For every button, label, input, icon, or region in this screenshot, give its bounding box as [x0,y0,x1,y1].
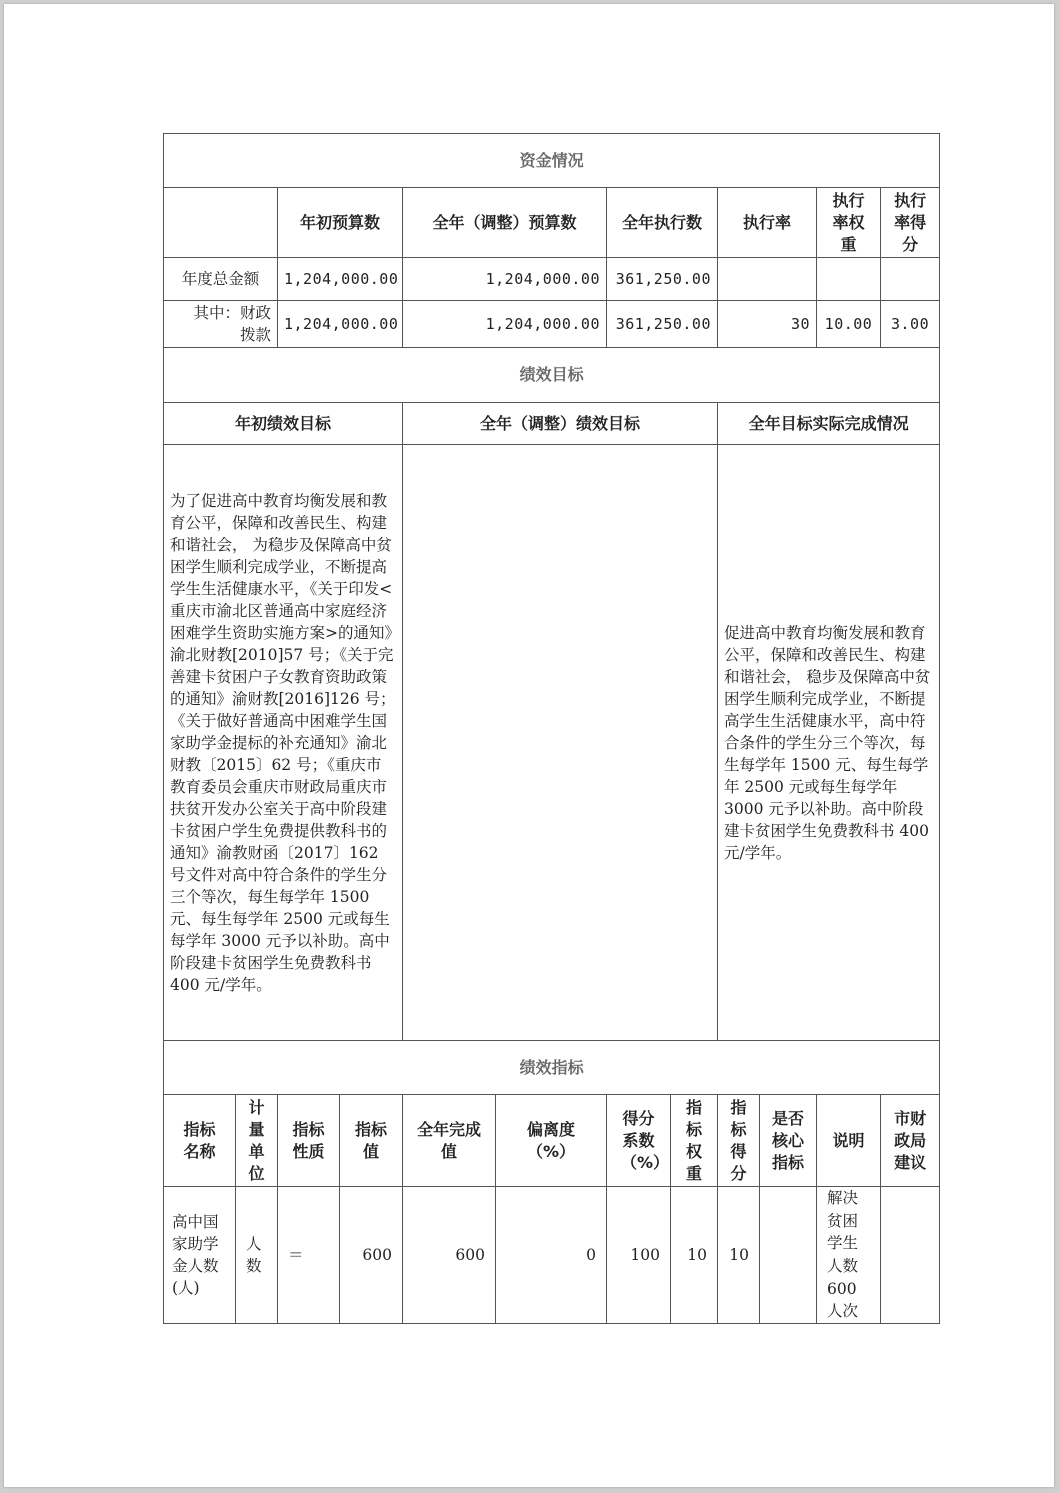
header-initial-budget: 年初预算数 [278,188,403,258]
indicator-row [164,1187,940,1324]
actual-completion-text: 促进高中教育均衡发展和教育公平，保障和改善民生、构建和谐社会， 稳步及保障高中贫困学生顺利完成学业，不断提高学生生活健康水平，高中符合条件的学生分三个等次，每生每学年 1500 元、每生每学年 2500 元或每生每学年 3000 元予以补助。高中阶段建卡贫困学生免费教科书 400 元/学年。 [718,445,940,1041]
header-actual-completion: 全年目标实际完成情况 [718,403,940,445]
adjusted-goal-text [403,445,718,1041]
funds-header-row [164,188,940,258]
total-initial-budget: 1,204,000.00 [278,258,403,301]
total-rate-weight [817,258,881,301]
indicator-score: 10 [718,1187,760,1324]
row-label-fiscal-line2: 拨款 [239,326,271,344]
fiscal-executed: 361,250.00 [607,301,718,348]
header-exec-rate: 执行率 [718,188,817,258]
indicator-unit: 人数 [236,1187,278,1324]
header-weight: 指标权重 [671,1095,718,1187]
header-adjusted-goal: 全年（调整）绩效目标 [403,403,718,445]
header-deviation: 偏离度（%） [496,1095,607,1187]
indicator-value: 600 [340,1187,403,1324]
header-score: 指标得分 [718,1095,760,1187]
header-initial-goal: 年初绩效目标 [164,403,403,445]
header-nature: 指标性质 [278,1095,340,1187]
header-indicator-name: 指标名称 [164,1095,236,1187]
header-value: 指标值 [340,1095,403,1187]
header-note: 说明 [817,1095,881,1187]
document-page [4,4,1054,1487]
indicator-is-core [760,1187,817,1324]
goals-section-title: 绩效目标 [164,348,940,403]
funds-fiscal-row [164,301,940,348]
indicators-header-row [164,1095,940,1187]
indicator-completed: 600 [403,1187,496,1324]
indicators-section-row [164,1041,940,1095]
funds-section-title: 资金情况 [164,134,940,188]
goals-section-row [164,348,940,403]
indicator-weight: 10 [671,1187,718,1324]
goals-header-row [164,403,940,445]
indicator-note: 解决贫困学生人数600人次 [817,1187,881,1324]
row-label-fiscal-line1: 其中：财政 [193,304,271,322]
header-is-core: 是否核心指标 [760,1095,817,1187]
fiscal-exec-rate: 30 [718,301,817,348]
total-executed: 361,250.00 [607,258,718,301]
indicator-advice [881,1187,940,1324]
header-executed: 全年执行数 [607,188,718,258]
indicator-name: 高中国家助学金人数(人) [164,1187,236,1324]
header-rate-weight: 执行率权重 [817,188,881,258]
indicator-deviation: 0 [496,1187,607,1324]
goals-content-row [164,445,940,1041]
indicators-section-title: 绩效指标 [164,1041,940,1095]
header-rate-score: 执行率得分 [881,188,940,258]
row-label-total: 年度总金额 [164,258,278,301]
performance-table [163,133,940,1324]
funds-header-empty [164,188,278,258]
total-rate-score [881,258,940,301]
header-completed: 全年完成值 [403,1095,496,1187]
initial-goal-text: 为了促进高中教育均衡发展和教育公平，保障和改善民生、构建和谐社会， 为稳步及保障高中贫困学生顺利完成学业，不断提高学生生活健康水平，《关于印发<重庆市渝北区普通高中家庭经济困难学生资助实施方案>的通知》渝北财教[2010]57 号；《关于完善建卡贫困户子女教育资助政策的通知》渝财教[2016]126 号；《关于做好普通高中困难学生国家助学金提标的补充通知》渝北财教〔2015〕62 号；《重庆市教育委员会重庆市财政局重庆市扶贫开发办公室关于高中阶段建卡贫困户学生免费提供教科书的通知》渝教财函〔2017〕162 号文件对高中符合条件的学生分三个等次，每生每学年 1500 元、每生每学年 2500 元或每生每学年 3000 元予以补助。高中阶段建卡贫困学生免费教科书 400 元/学年。 [164,445,403,1041]
indicator-score-coef: 100 [607,1187,671,1324]
total-exec-rate [718,258,817,301]
indicator-nature: ＝ [278,1187,340,1324]
header-advice: 市财政局建议 [881,1095,940,1187]
row-label-fiscal [164,301,278,348]
header-score-coef: 得分系数（%） [607,1095,671,1187]
header-adjusted-budget: 全年（调整）预算数 [403,188,607,258]
fiscal-initial-budget: 1,204,000.00 [278,301,403,348]
fiscal-rate-weight: 10.00 [817,301,881,348]
fiscal-adjusted-budget: 1,204,000.00 [403,301,607,348]
funds-section-row [164,134,940,188]
funds-total-row [164,258,940,301]
total-adjusted-budget: 1,204,000.00 [403,258,607,301]
fiscal-rate-score: 3.00 [881,301,940,348]
header-unit: 计量单位 [236,1095,278,1187]
